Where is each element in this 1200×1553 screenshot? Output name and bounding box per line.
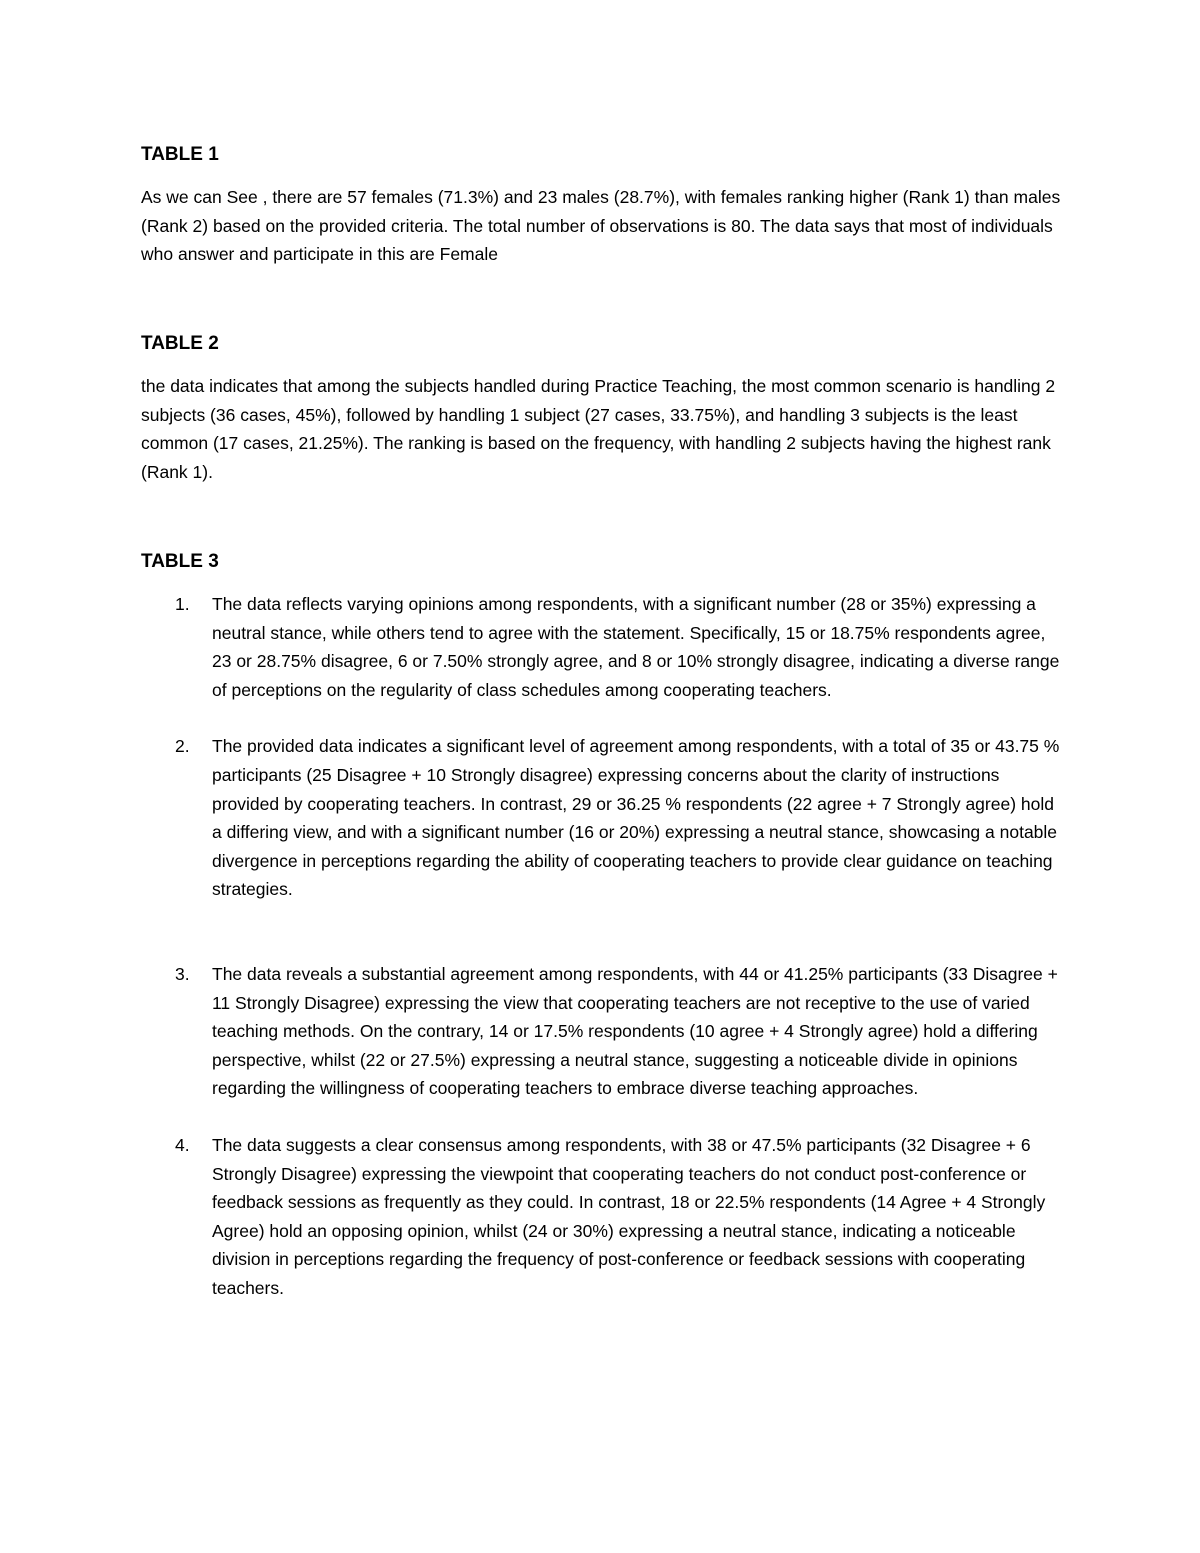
list-item xyxy=(141,590,1061,704)
section-heading: TABLE 1 xyxy=(141,144,219,165)
section-table-2 xyxy=(141,330,1061,486)
list-item-text: The provided data indicates a significant level of agreement among respondents, with a total of 35 or 43.75 % participants (25 Disagree + 10 Strongly disagree) expressing concerns about the clarity of instructions provided by cooperating teachers. In contrast, 29 or 36.25 % respondents (22 agree + 7 Strongly agree) hold a differing view, and with a significant number (16 or 20%) expressing a neutral stance, showcasing a notable divergence in perceptions regarding the ability of cooperating teachers to provide clear guidance on teaching strategies. xyxy=(212,736,1060,900)
list-item-text: The data reveals a substantial agreement among respondents, with 44 or 41.25% participants (33 Disagree + 11 Strongly Disagree) expressing the view that cooperating teachers are not receptive to the use of varied teaching methods. On the contrary, 14 or 17.5% respondents (10 agree + 4 Strongly agree) hold a differing perspective, whilst (22 or 27.5%) expressing a neutral stance, suggesting a noticeable divide in opinions regarding the willingness of cooperating teachers to embrace diverse teaching approaches. xyxy=(212,963,1058,1099)
list-item xyxy=(141,732,1061,904)
list-item xyxy=(141,960,1061,1103)
section-paragraph: the data indicates that among the subjects handled during Practice Teaching, the most common scenario is handling 2 subjects (36 cases, 45%), followed by handling 1 subject (27 cases, 33.75%), and handling 3 subjects is the least common (17 cases, 21.25%). The ranking is based on the frequency, with handling 2 subjects having the highest rank (Rank 1). xyxy=(141,376,1056,482)
list-item-number: 1. xyxy=(175,594,190,614)
list-item-number: 3. xyxy=(175,963,190,984)
numbered-list xyxy=(141,590,1061,1302)
section-table-1 xyxy=(141,141,1061,269)
list-item xyxy=(141,1131,1061,1303)
section-heading: TABLE 3 xyxy=(141,551,219,572)
list-item-text: The data reflects varying opinions among respondents, with a significant number (28 or 35%) expressing a neutral stance, while others tend to agree with the statement. Specifically, 15 or 18.75% respondents agree, 23 or 28.75% disagree, 6 or 7.50% strongly agree, and 8 or 10% strongly disagree, indicating a diverse range of perceptions on the regularity of class schedules among cooperating teachers. xyxy=(212,594,1060,700)
list-item-number: 2. xyxy=(175,736,190,757)
list-item-text: The data suggests a clear consensus among respondents, with 38 or 47.5% participants (32 Disagree + 6 Strongly Disagree) expressing the viewpoint that cooperating teachers do not conduct post-conference or feedback sessions as frequently as they could. In contrast, 18 or 22.5% respondents (14 Agree + 4 Strongly Agree) hold an opposing opinion, whilst (24 or 30%) expressing a neutral stance, indicating a noticeable division in perceptions regarding the frequency of post-conference or feedback sessions with cooperating teachers. xyxy=(212,1134,1046,1298)
list-item-number: 4. xyxy=(175,1134,190,1155)
section-heading: TABLE 2 xyxy=(141,333,219,354)
section-paragraph: As we can See , there are 57 females (71.3%) and 23 males (28.7%), with females ranking higher (Rank 1) than males (Rank 2) based on the provided criteria. The total number of observations is 80. The data says that most of individuals who answer and participate in this are Female xyxy=(141,187,1061,265)
section-table-3 xyxy=(141,548,1061,1302)
